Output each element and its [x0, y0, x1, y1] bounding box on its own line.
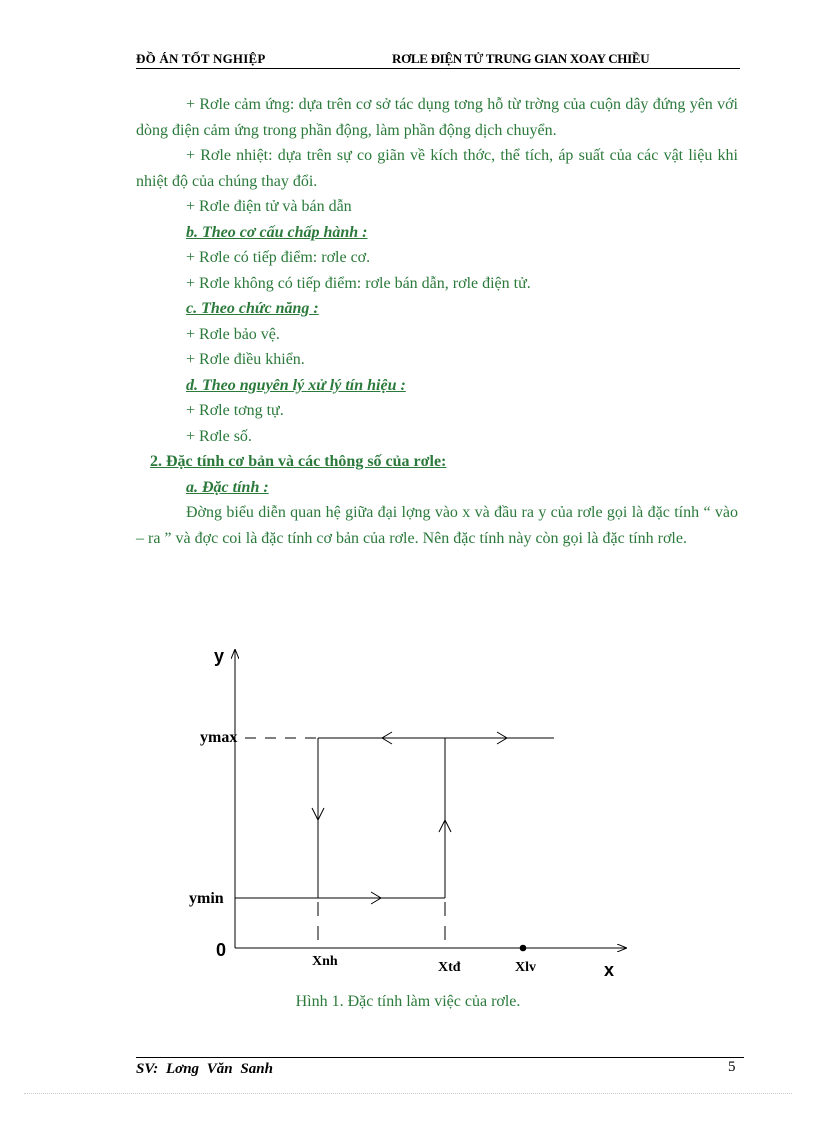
- footer-divider: [136, 1057, 744, 1058]
- xnh-label: Xnh: [312, 954, 338, 969]
- xlv-point: [520, 945, 527, 952]
- footer-author: SV: Lơng Văn Sanh: [136, 1061, 273, 1077]
- x-axis-label: x: [604, 960, 615, 980]
- y-axis-label: y: [214, 646, 225, 666]
- xtd-label: Xtđ: [438, 960, 461, 975]
- list-item: + Rơle điều khiển.: [186, 351, 305, 368]
- ymax-label: ymax: [200, 729, 238, 746]
- header-right: RƠLE ĐIỆN TỬ TRUNG GIAN XOAY CHIỀU: [392, 51, 650, 66]
- heading-c: c. Theo chức năng :: [186, 300, 319, 317]
- ymin-label: ymin: [189, 890, 224, 907]
- header-left: ĐỒ ÁN TỐT NGHIỆP: [136, 51, 266, 66]
- list-item: + Rơle số.: [186, 427, 252, 445]
- paragraph-characteristic: Đờng biểu diễn quan hệ giữa đại lợng vào x và đầu ra y của rơle gọi là đặc tính “ vào – ra ” và đợc coi là đặc tính cơ bản của rơle. Nên đặc tính này còn gọi là đặc tính rơle.: [136, 504, 738, 547]
- list-item: + Rơle bảo vệ.: [186, 325, 280, 343]
- page-header: [136, 50, 740, 69]
- list-item: + Rơle có tiếp điểm: rơle cơ.: [186, 249, 371, 266]
- paragraph-induction-relay: + Rơle cảm ứng: dựa trên cơ sở tác dụng tơng hỗ từ trờng của cuộn dây đứng yên với dòng điện cảm ứng trong phần động, làm phần động dịch chuyển.: [136, 96, 738, 139]
- xlv-label: Xlv: [515, 960, 536, 975]
- list-item: + Rơle điện tử và bán dẫn: [186, 198, 352, 215]
- list-item: + Rơle không có tiếp điểm: rơle bán dẫn, rơle điện tử.: [186, 274, 531, 292]
- page-number: 5: [728, 1059, 736, 1075]
- section-2-heading: 2. Đặc tính cơ bản và các thông số của rơle:: [150, 453, 447, 470]
- heading-b: b. Theo cơ cấu chấp hành :: [186, 223, 368, 241]
- list-item: + Rơle tơng tự.: [186, 402, 284, 419]
- heading-a: a. Đặc tính :: [186, 478, 269, 496]
- body-text: [136, 92, 738, 551]
- heading-d: d. Theo nguyên lý xử lý tín hiệu :: [186, 376, 406, 394]
- origin-label: 0: [216, 940, 227, 960]
- paragraph-thermal-relay: + Rơle nhiệt: dựa trên sự co giãn về kích thớc, thể tích, áp suất của các vật liệu khi nhiệt độ của chúng thay đổi.: [136, 147, 738, 190]
- page-bottom-rule: [24, 1093, 792, 1094]
- figure-caption: Hình 1. Đặc tính làm việc của rơle.: [295, 993, 521, 1010]
- relay-characteristic-figure: [180, 640, 640, 985]
